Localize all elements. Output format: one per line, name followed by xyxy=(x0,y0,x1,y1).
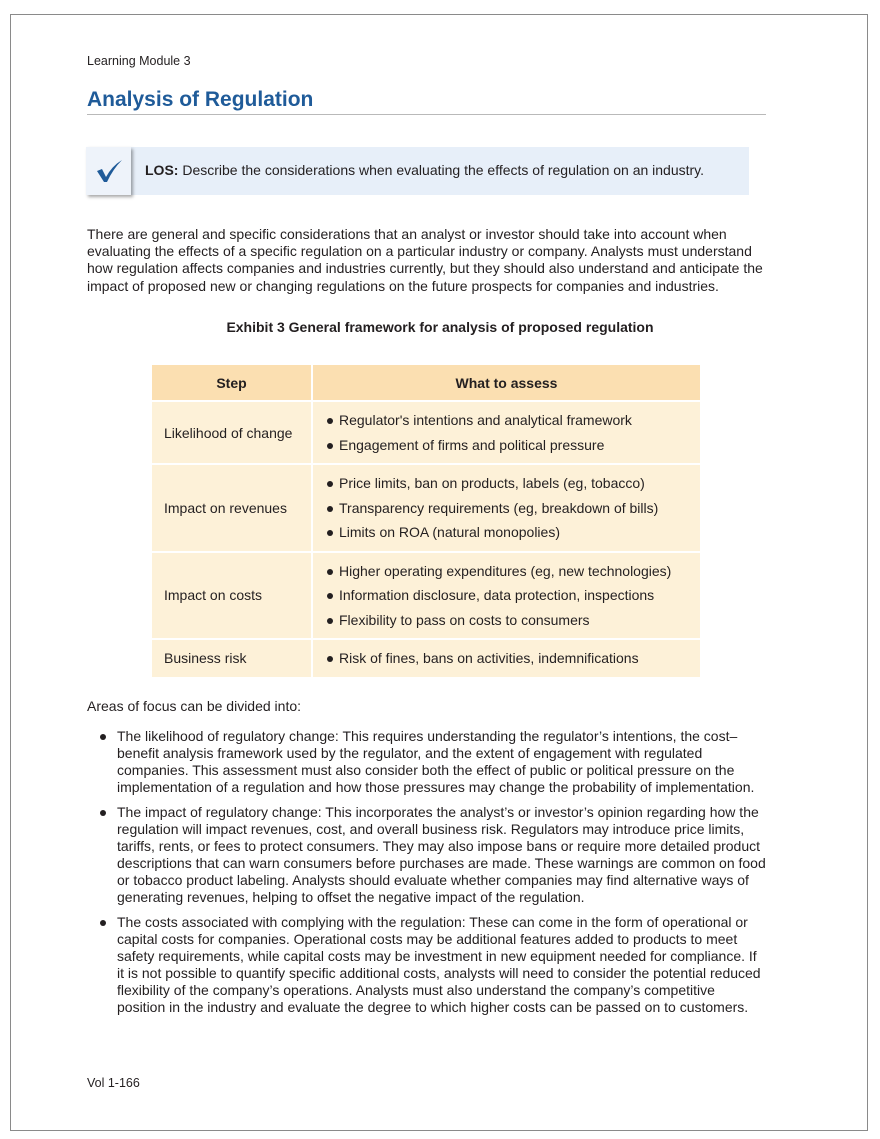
section-title: Analysis of Regulation xyxy=(87,88,314,111)
table-row xyxy=(152,553,700,641)
assess-item: Transparency requirements (eg, breakdown of bills) xyxy=(339,496,700,521)
exhibit-table xyxy=(152,365,700,677)
module-label: Learning Module 3 xyxy=(87,54,191,68)
assess-item: Engagement of firms and political pressure xyxy=(339,433,700,458)
assess-cell xyxy=(313,553,700,641)
column-header-assess: What to assess xyxy=(313,365,700,402)
list-item: The costs associated with complying with the regulation: These can come in the form of operational or capital costs for companies. Operational costs may be additional features added to products to meet safety requirements, while capital costs may be investment in new equipment needed for compliance. If it is not possible to quantify specific additional costs, analysts will need to consider the potential reduced flexibility of the company’s operations. Analysts must also understand the company’s competitive position in the industry and evaluate the degree to which higher costs can be passed on to customers. xyxy=(117,914,767,1016)
step-cell: Likelihood of change xyxy=(152,402,313,465)
list-item: The likelihood of regulatory change: This requires understanding the regulator’s intentions, the cost–benefit analysis framework used by the regulator, and the extent of engagement with regulated companies. This assessment must also consider both the effect of public or political pressure on the implementation of a regulation and how those pressures may change the probability of implementation. xyxy=(117,728,767,796)
assess-item: Higher operating expenditures (eg, new technologies) xyxy=(339,559,700,584)
assess-item: Price limits, ban on products, labels (eg, tobacco) xyxy=(339,471,700,496)
step-cell: Impact on costs xyxy=(152,553,313,641)
los-statement xyxy=(145,162,704,178)
assess-item: Risk of fines, bans on activities, indemnifications xyxy=(339,646,700,671)
focus-intro: Areas of focus can be divided into: xyxy=(87,698,302,714)
los-callout xyxy=(86,147,749,195)
table-row xyxy=(152,640,700,677)
exhibit-title: Exhibit 3 General framework for analysis of proposed regulation xyxy=(226,319,654,335)
los-label: LOS: xyxy=(145,162,179,178)
title-divider xyxy=(87,114,766,115)
step-cell: Impact on revenues xyxy=(152,465,313,553)
assess-cell xyxy=(313,402,700,465)
assess-item: Regulator's intentions and analytical framework xyxy=(339,408,700,433)
focus-list xyxy=(117,728,767,1024)
assess-item: Flexibility to pass on costs to consumers xyxy=(339,608,700,633)
list-item: The impact of regulatory change: This incorporates the analyst’s or investor’s opinion regarding how the regulation will impact revenues, cost, and overall business risk. Regulators may introduce price limits, tariffs, rents, or fees to protect consumers. They may also impose bans or require more detailed product descriptions that can warn consumers before purchases are made. These warnings are common on food or tobacco product labeling. Analysts should evaluate whether companies may find alternative ways of generating revenues, helping to offset the negative impact of the regulation. xyxy=(117,804,766,905)
column-header-step: Step xyxy=(152,365,313,402)
assess-item: Information disclosure, data protection, inspections xyxy=(339,583,700,608)
assess-cell xyxy=(313,465,700,553)
assess-cell xyxy=(313,640,700,677)
table-row xyxy=(152,465,700,553)
table-header-row xyxy=(152,365,700,402)
los-description: Describe the considerations when evaluating the effects of regulation on an industry. xyxy=(178,162,705,178)
assess-item: Limits on ROA (natural monopolies) xyxy=(339,520,700,545)
table-row xyxy=(152,402,700,465)
step-cell: Business risk xyxy=(152,640,313,677)
checkmark-icon xyxy=(86,147,131,195)
intro-paragraph: There are general and specific considerations that an analyst or investor should take into account when evaluating the effects of a specific regulation on a particular industry or company. Analysts must understand how regulation affects companies and industries currently, but they should also understand and anticipate the impact of proposed new or changing regulations on the future prospects for companies and industries. xyxy=(87,226,763,294)
page-number: Vol 1-166 xyxy=(87,1076,140,1090)
